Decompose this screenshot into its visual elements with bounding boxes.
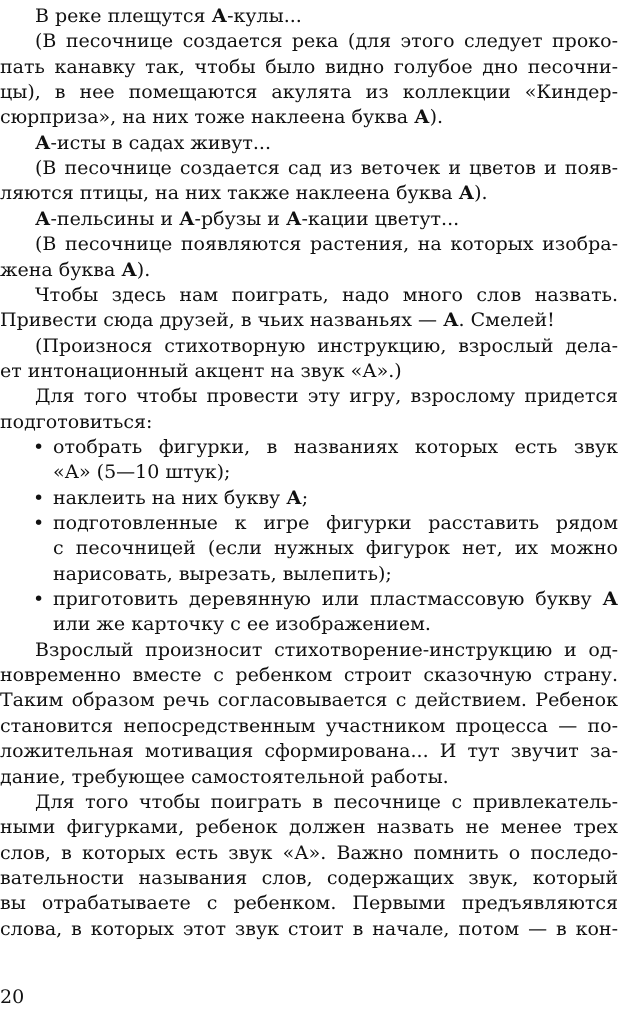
text-line xyxy=(53,534,618,562)
bold-letter: А xyxy=(179,207,195,230)
text-line xyxy=(35,27,618,55)
bold-letter: А xyxy=(286,486,302,509)
text-segment: слов, в которых есть звук «А». Важно помнить о последо- xyxy=(0,841,618,864)
text-line xyxy=(0,686,618,714)
bold-letter: А xyxy=(35,131,51,154)
text-line xyxy=(35,788,618,816)
text-line xyxy=(0,179,618,207)
text-segment: жена буква xyxy=(0,258,122,281)
bold-letter: А xyxy=(285,207,302,230)
text-line xyxy=(35,230,618,258)
text-line xyxy=(0,915,618,943)
text-line xyxy=(0,839,618,867)
text-line xyxy=(0,78,618,106)
text-line xyxy=(0,813,618,841)
bold-letter: А xyxy=(458,182,475,205)
bold-letter: А xyxy=(602,588,618,611)
text-line xyxy=(0,53,618,81)
text-segment: Чтобы здесь нам поиграть, надо много слов назвать. xyxy=(35,283,618,306)
page-number: 20 xyxy=(0,986,25,1008)
text-line xyxy=(35,281,618,309)
text-segment: (В песочнице создается сад из веточек и цветов и появ- xyxy=(35,157,618,180)
text-segment: подготовленные к игре фигурки расставить рядом xyxy=(53,512,618,534)
text-line xyxy=(35,154,618,182)
text-line xyxy=(53,560,618,588)
text-segment: вы отрабатываете с ребенком. Первыми предъявляются xyxy=(0,892,618,915)
text-segment: ляются птицы, на них также наклеена буква xyxy=(0,182,459,205)
text-segment: Таким образом речь согласовывается с действием. Ребенок xyxy=(0,689,618,712)
text-segment: ). xyxy=(136,258,151,281)
text-segment: ложительная мотивация сформирована... И тут звучит за- xyxy=(0,740,618,763)
text-segment: Для того чтобы провести эту игру, взрослому придется xyxy=(35,385,618,408)
text-line xyxy=(35,205,618,233)
text-segment: ). xyxy=(429,106,444,129)
text-line xyxy=(0,763,618,791)
text-line xyxy=(0,408,618,436)
text-line xyxy=(53,509,618,537)
text-segment: (В песочнице создается река (для этого следует проко- xyxy=(35,30,618,53)
text-line xyxy=(53,433,618,461)
text-line xyxy=(53,585,618,613)
text-segment: дание, требующее самостоятельной работы. xyxy=(0,765,449,788)
text-segment: пать канавку так, чтобы было видно голубое дно песочни- xyxy=(0,55,618,78)
text-segment: цы), в нее помещаются акулята из коллекции «Киндер- xyxy=(0,81,618,104)
text-line xyxy=(0,256,618,284)
text-line xyxy=(53,458,618,486)
text-segment: становится непосредственным участником процесса — по- xyxy=(0,714,618,737)
text-segment: Взрослый произносит стихотворение-инструкцию и од- xyxy=(35,638,618,661)
text-line xyxy=(0,712,618,740)
text-segment: подготовиться: xyxy=(0,410,153,433)
bold-letter: А xyxy=(414,106,430,129)
text-segment: ет интонационный акцент на звук «А».) xyxy=(0,359,402,382)
text-segment: или же карточку с ее изображением. xyxy=(53,613,431,636)
text-segment: приготовить деревянную или пластмассовую букву xyxy=(53,588,603,611)
text-line xyxy=(0,889,618,917)
text-line xyxy=(53,610,618,638)
text-line xyxy=(0,737,618,765)
text-segment: В реке плещутся xyxy=(35,5,212,27)
bold-letter: А xyxy=(443,309,459,332)
text-line xyxy=(0,661,618,689)
text-segment: отобрать фигурки, в названиях которых есть звук xyxy=(53,435,618,458)
text-segment: ными фигурками, ребенок должен назвать не менее трех xyxy=(0,816,618,839)
text-line xyxy=(35,129,618,157)
text-segment: нарисовать, вырезать, вылепить); xyxy=(53,562,392,585)
text-segment: слова, в которых этот звук стоит в начале, потом — в кон- xyxy=(0,917,618,940)
text-line xyxy=(0,357,618,385)
text-segment: -исты в садах живут... xyxy=(50,131,272,154)
text-segment: ; xyxy=(301,486,309,509)
text-line xyxy=(35,332,618,360)
bold-letter: А xyxy=(211,5,228,27)
text-segment: с песочницей (если нужных фигурок нет, их можно xyxy=(53,537,618,560)
text-line xyxy=(0,103,618,131)
text-line xyxy=(0,306,618,334)
list-bullet: • xyxy=(33,588,45,611)
text-segment: . Смелей! xyxy=(458,309,555,332)
bold-letter: А xyxy=(121,258,137,281)
list-bullet: • xyxy=(33,435,45,458)
text-segment: Привести сюда друзей, в чьих названьях — xyxy=(0,309,444,332)
text-segment: (Произнося стихотворную инструкцию, взрослый дела- xyxy=(35,334,618,357)
text-segment: ). xyxy=(474,182,488,205)
list-bullet: • xyxy=(33,486,45,509)
list-bullet: • xyxy=(33,512,45,534)
text-line xyxy=(35,636,618,664)
text-segment: вательности называния слов, содержащих звук, который xyxy=(0,866,618,889)
text-segment: сюрприза», на них тоже наклеена буква xyxy=(0,106,415,129)
text-line xyxy=(35,382,618,410)
text-segment: -рбузы и xyxy=(194,207,286,230)
text-segment: -кации цветут... xyxy=(301,207,460,230)
text-segment: «А» (5—10 штук); xyxy=(53,461,231,484)
text-segment: Для того чтобы поиграть в песочнице с привлекатель- xyxy=(35,790,618,813)
text-segment: новременно вместе с ребенком строит сказочную страну. xyxy=(0,664,618,687)
text-segment: -кулы... xyxy=(227,5,302,27)
text-line xyxy=(0,864,618,892)
text-line xyxy=(53,484,618,512)
text-segment: -пельсины и xyxy=(50,207,180,230)
text-segment: наклеить на них букву xyxy=(53,486,287,509)
bold-letter: А xyxy=(35,207,51,230)
text-line xyxy=(35,2,618,30)
text-segment: (В песочнице появляются растения, на которых изобра- xyxy=(35,233,618,256)
